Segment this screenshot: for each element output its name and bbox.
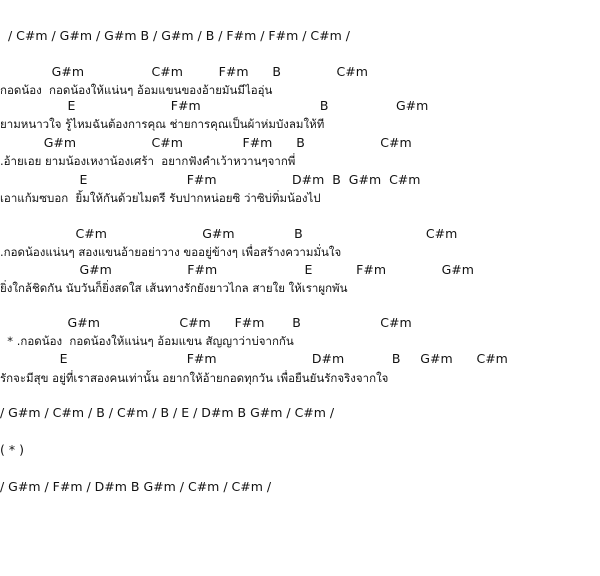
repeat-marker: ( * ) [0,442,24,457]
lyric-line: เอาแก้มซบอก ยิ้มให้กันด้วยไมตรี รับปากหน่อยซิ ว่าซิบ่ทิ่มน้องไป [0,191,321,205]
lyric-line: ยิ่งใกล้ชิดกัน นับวันก็ยิ่งสดใส เส้นทางรักยังยาวไกล สายใย ให้เราผูกพัน [0,281,348,295]
chorus-lyric-line: * .กอดน้อง กอดน้องให้แน่นๆ อ้อมแขน สัญญาว่าบ่จากกัน [0,334,294,348]
chord-line: G#m F#m E F#m G#m [0,262,474,277]
lyric-line: .อ้ายเอย ยามน้องเหงาน้องเศร้า อยากฟังคำเว้าหวานๆจากพี่ [0,154,296,168]
chord-line: E F#m D#m B G#m C#m [0,351,508,366]
lyric-line: .กอดน้องแน่นๆ สองแขนอ้ายอย่าวาง ขออยู่ข้างๆ เพื่อสร้างความมั่นใจ [0,245,342,259]
lyric-line: รักจะมีสุข อยู่ที่เราสองคนเท่านั้น อยากให้อ้ายกอดทุกวัน เพื่อยืนยันรักจริงจากใจ [0,371,389,385]
chord-line: G#m C#m F#m B C#m [0,64,368,79]
chord-line: G#m C#m F#m B C#m [0,135,412,150]
intro-chords: / C#m / G#m / G#m B / G#m / B / F#m / F#m / C#m / [0,28,350,43]
chord-line: G#m C#m F#m B C#m [0,315,412,330]
outro-chords: / G#m / F#m / D#m B G#m / C#m / C#m / [0,479,272,494]
chord-line: C#m G#m B C#m [0,226,458,241]
chord-line: E F#m B G#m [0,98,429,113]
interlude-chords: / G#m / C#m / B / C#m / B / E / D#m B G#m / C#m / [0,405,335,420]
lyric-line: กอดน้อง กอดน้องให้แน่นๆ อ้อมแขนของอ้ายมันมีไออุ่น [0,83,273,97]
chord-line: E F#m D#m B G#m C#m [0,172,421,187]
lyric-line: ยามหนาวใจ รู้ไหมฉันต้องการคุณ ช่ายการคุณเป็นผ้าห่มบังลมให้ที [0,117,325,131]
